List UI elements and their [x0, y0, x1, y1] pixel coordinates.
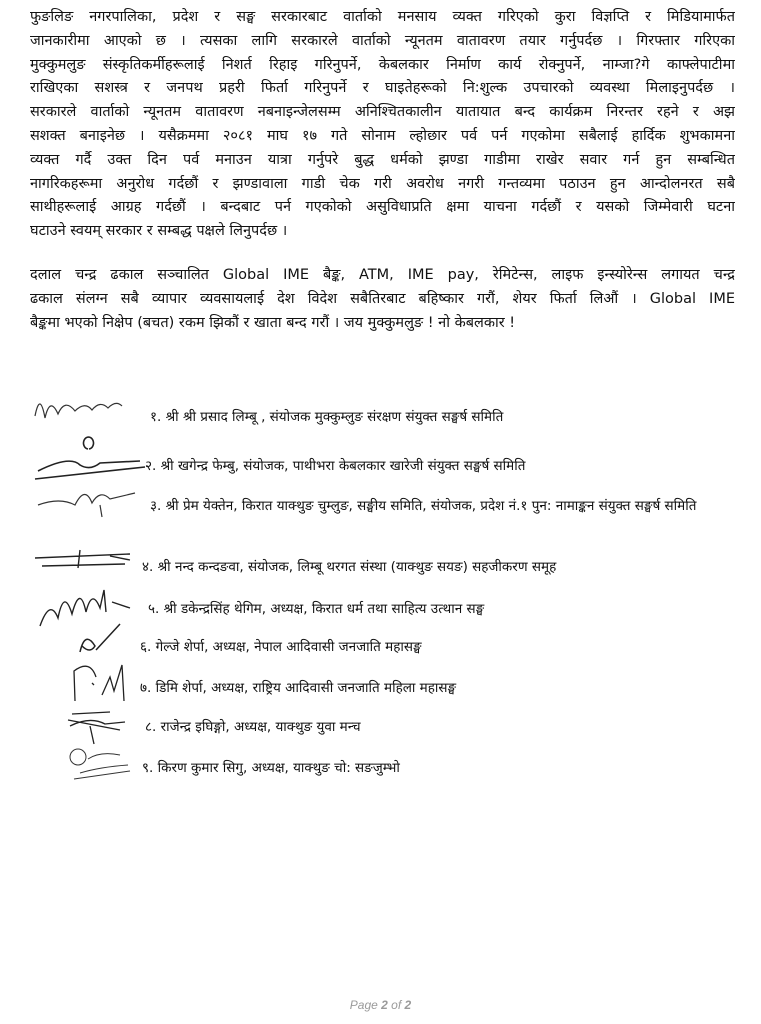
text-line: बैङ्कमा भएको निक्षेप (बचत) रकम झिकौं र खाता बन्द गरौं । जय मुक्कुमलुङ ! नो केबलकार !	[30, 314, 516, 331]
signatory-text: ३. श्री प्रेम येक्तेन, किरात याक्थुङ चुम्लुङ, सङ्घीय समिति, संयोजक, प्रदेश नं.१ पुन: नामाङ्कन संयुक्त सङ्घर्ष समिति	[150, 498, 697, 514]
signatory-row	[30, 751, 750, 791]
page-of-label: of	[387, 998, 405, 1012]
text-line: व्यक्त गर्दै उक्त दिन पर्व मनाउन यात्रा गर्नुपरे बुद्ध धर्मको झण्डा गाडीमा राखेर सवार गर्न हुन सम्बन्धित	[30, 151, 735, 168]
signatory-text: ५. श्री डकेन्द्रसिंह थेगिम, अध्यक्ष, किरात धर्म तथा साहित्य उत्थान सङ्घ	[148, 601, 485, 617]
signatory-text: ६. गेल्जे शेर्पा, अध्यक्ष, नेपाल आदिवासी जनजाति महासङ्घ	[140, 639, 422, 655]
text-line: फुङलिङ नगरपालिका, प्रदेश र सङ्घ सरकारबाट वार्ताको मनसाय व्यक्त गरिएको कुरा विज्ञप्ति र मिडियामार्फत	[30, 9, 735, 25]
text-line: दलाल चन्द्र ढकाल सञ्चालित Global IME बैङ्क, ATM, IME pay, रेमिटेन्स, लाइफ इन्स्योरेन्स लगायत चन्द्र	[30, 267, 735, 283]
text-line: राखिएका सशस्त्र र जनपथ प्रहरी फिर्ता गरिनुपर्ने र घाइतेहरूको नि:शुल्क उपचारको व्यवस्था मिलाइनुपर्दछ ।	[30, 80, 735, 97]
signature-image	[30, 536, 140, 580]
page-label: Page	[349, 998, 382, 1012]
current-page: 2	[381, 998, 388, 1012]
signatory-text: २. श्री खगेन्द्र फेम्बु, संयोजक, पाथीभरा केबलकार खारेजी संयुक्त सङ्घर्ष समिति	[145, 458, 526, 474]
signature-image	[30, 737, 140, 787]
signatory-text: ९. किरण कुमार सिगु, अध्यक्ष, याक्थुङ चो: सङजुम्भो	[142, 760, 400, 776]
signatory-text: ७. डिमि शेर्पा, अध्यक्ष, राष्ट्रिय आदिवासी जनजाति महिला महासङ्घ	[140, 680, 457, 696]
text-line: घटाउने स्वयम् सरकार र सम्बद्ध पक्षले लिनुपर्दछ ।	[30, 223, 288, 240]
text-line: ढकाल संलग्न सबै व्यापार व्यवसायलाई देश विदेश सबैतिरबाट बहिष्कार गरौं, शेयर फिर्ता लिऔं । Global IME	[30, 290, 735, 307]
page-number	[0, 998, 761, 1012]
signature-image	[30, 475, 150, 525]
text-line: सरकारले वार्ताको न्यूनतम वातावरण नबनाइन्जेलसम्म अनिश्चितकालीन यातायात बन्द कार्यक्रम निरन्तर रहने र अझ	[30, 104, 735, 121]
signatory-text: १. श्री श्री प्रसाद लिम्बू , संयोजक मुक्कुम्लुङ संरक्षण संयुक्त सङ्घर्ष समिति	[150, 409, 504, 425]
text-line: मुक्कुमलुङ संस्कृतिकर्मीहरूलाई निशर्त रिहाइ गरिनुपर्ने, केबलकार निर्माण कार्य रोक्नुपर्ने, नाम्जा?गे काफ्लेपाटीमा	[30, 56, 735, 73]
text-line: जानकारीमा आएको छ । त्यसका लागि सरकारले वार्ताको न्यूनतम वातावरण तयार गर्नुपर्दछ । गिरफ्तार गरिएका	[30, 32, 735, 49]
signatory-row	[30, 400, 750, 440]
paragraph-demands	[30, 6, 735, 244]
text-line: साथीहरूलाई आग्रह गर्दछौं । बन्दबाट पर्न गएकोको असुविधाप्रति क्षमा याचना गर्दछौं र यसको जिम्मेवारी घटना	[30, 199, 735, 216]
signature-image	[30, 616, 140, 660]
signatory-text: ४. श्री नन्द कन्दङवा, संयोजक, लिम्बू थरगत संस्था (याक्थुङ सयङ) सहजीकरण समूह	[142, 559, 557, 575]
signatory-text: ८. राजेन्द्र इघिङ्गो, अध्यक्ष, याक्थुङ युवा मन्च	[145, 719, 361, 735]
signature-image	[30, 386, 140, 430]
paragraph-boycott	[30, 264, 735, 335]
text-line: सशक्त बनाइनेछ । यसैक्रममा २०८१ माघ १७ गते सोनाम ल्होछार पर्व पर्न गएकोमा सबैलाई हार्दिक शुभकामना	[30, 127, 735, 144]
text-line: नागरिकहरूमा अनुरोध गर्दछौं र झण्डावाला गाडी चेक गरी अवरोध नगरी गन्तव्यमा पठाउन हुन आन्दोलनरत सबै	[30, 175, 735, 192]
total-pages: 2	[404, 998, 412, 1012]
